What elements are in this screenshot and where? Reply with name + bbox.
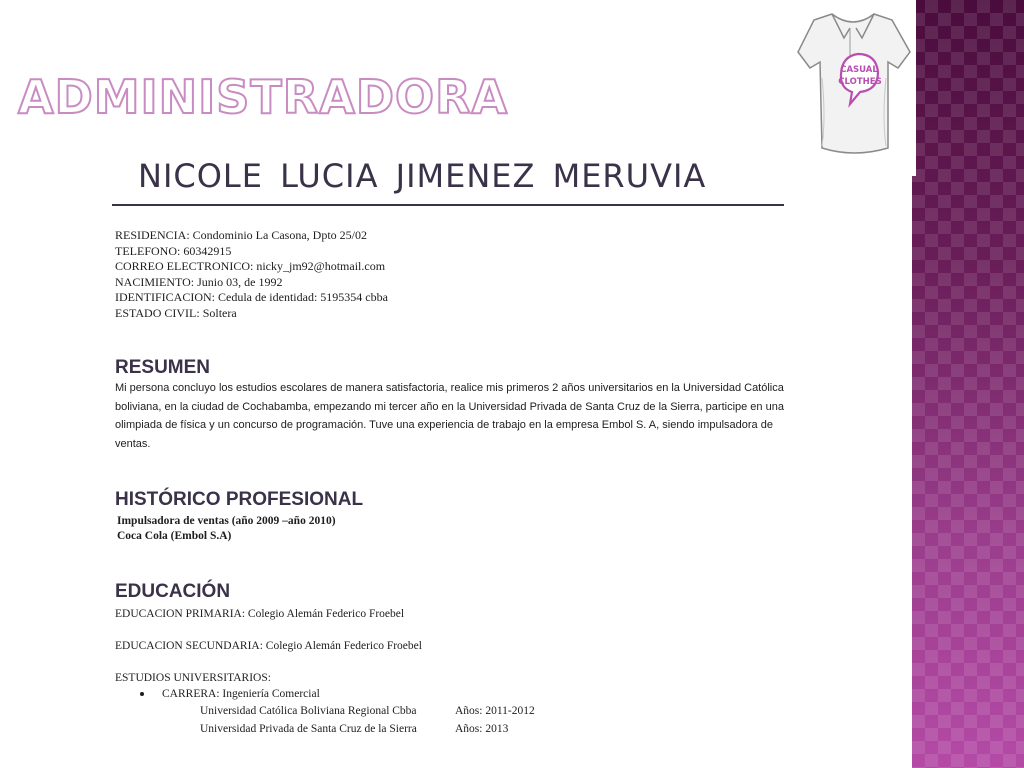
bullet-icon (140, 692, 144, 696)
cv-name: NICOLE LUCIA JIMENEZ MERUVIA (138, 157, 707, 195)
decorative-side-band (912, 0, 1024, 768)
universidad-years: Años: 2013 (455, 723, 509, 735)
resumen-heading: RESUMEN (115, 357, 211, 378)
estudios-universitarios-label: ESTUDIOS UNIVERSITARIOS: (115, 672, 271, 684)
resumen-text: Mi persona concluyo los estudios escolares de manera satisfactoria, realice mis primeros 2 años universitarios en la Universidad Católica boliviana, en la ciudad de Cochabamba, empezando mi tercer año en la Universidad Privada de Santa Cruz de la Sierra, participe en una olimpiada de física y un concurso de programación. Tuve una experiencia de trabajo en la empresa Embol S. A, siendo impulsadora de ventas. (115, 382, 784, 450)
universidad-name: Universidad Privada de Santa Cruz de la Sierra (200, 723, 417, 735)
logo-text-casual: CASUAL (840, 65, 878, 75)
contact-telefono: TELEFONO: 60342915 (115, 243, 232, 258)
universidad-name: Universidad Católica Boliviana Regional Cbba (200, 705, 417, 717)
universidad-years: Años: 2011-2012 (455, 705, 535, 717)
carrera-list-item (140, 688, 320, 700)
carrera-text: CARRERA: Ingeniería Comercial (162, 688, 320, 700)
contact-estado-civil: ESTADO CIVIL: Soltera (115, 305, 237, 320)
historico-company: Coca Cola (Embol S.A) (117, 530, 232, 542)
historico-entry (117, 514, 336, 544)
historico-job: Impulsadora de ventas (año 2009 –año 2010) (117, 515, 336, 527)
educacion-secundaria: EDUCACION SECUNDARIA: Colegio Alemán Federico Froebel (115, 640, 422, 652)
name-divider (112, 204, 784, 206)
contact-identificacion: IDENTIFICACION: Cedula de identidad: 5195354 cbba (115, 290, 388, 304)
educacion-heading: EDUCACIÓN (115, 581, 231, 602)
educacion-primaria: EDUCACION PRIMARIA: Colegio Alemán Federico Froebel (115, 608, 405, 620)
contact-correo: CORREO ELECTRONICO: nicky_jm92@hotmail.com (115, 259, 386, 273)
contact-residencia: RESIDENCIA: Condominio La Casona, Dpto 25/02 (115, 228, 367, 242)
slide-title: ADMINISTRADORA (18, 70, 509, 124)
tshirt-logo-icon (792, 8, 914, 160)
historico-heading: HISTÓRICO PROFESIONAL (115, 489, 364, 510)
contact-block (115, 228, 388, 321)
logo-text-clothes: CLOTHES (838, 77, 882, 87)
contact-nacimiento: NACIMIENTO: Junio 03, de 1992 (115, 274, 283, 289)
